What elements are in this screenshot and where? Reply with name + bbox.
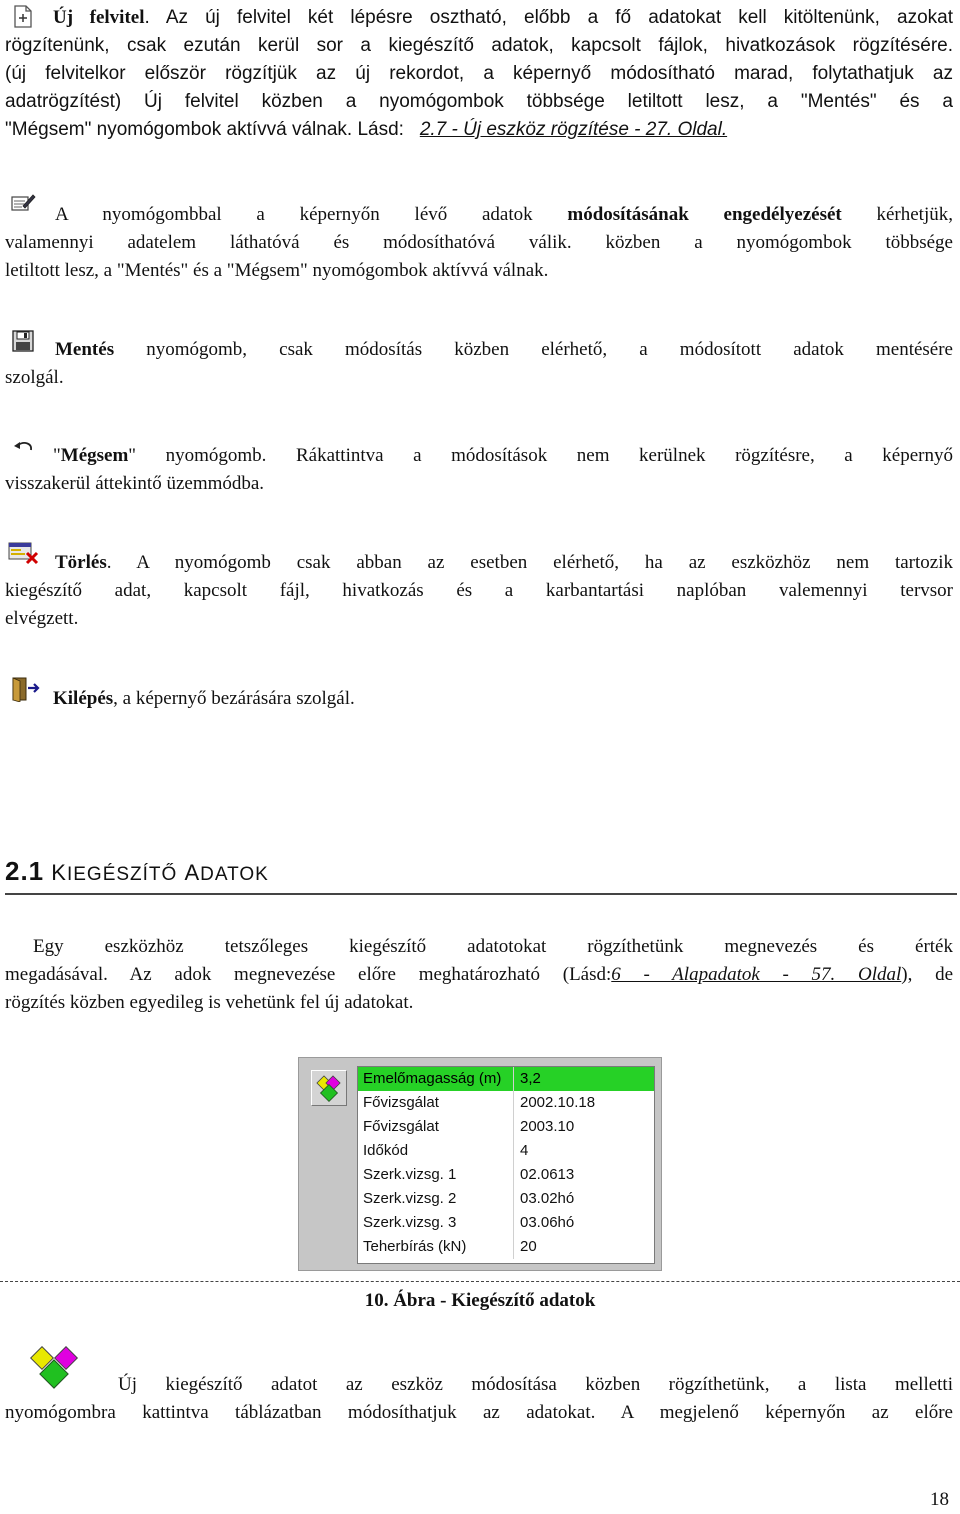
row-name: Emelőmagasság (m) — [363, 1070, 502, 1087]
page-number: 18 — [930, 1489, 949, 1510]
new-record-icon — [12, 5, 34, 29]
supplementary-data-table — [357, 1066, 655, 1264]
row-name: Szerk.vizsg. 2 — [363, 1190, 457, 1207]
column-separator — [513, 1115, 514, 1139]
p1-line-2: rögzítenünk, csak ezután kerül sor a kiegészítő adatok, kapcsolt fájlok, hivatkozások rögzítésére. — [5, 35, 953, 56]
column-separator — [513, 1211, 514, 1235]
undo-icon — [12, 440, 36, 456]
row-name: Szerk.vizsg. 3 — [363, 1214, 457, 1231]
delete-term: Törlés — [55, 552, 107, 573]
p2-line-2: valamennyi adatelem láthatóvá és módosíthatóvá válik. közben a nyomógombok többsége — [5, 232, 953, 253]
cancel-term: Mégsem — [60, 445, 129, 466]
save-term: Mentés — [55, 339, 115, 360]
column-separator — [513, 1163, 514, 1187]
p5-line-3: elvégzett. — [5, 608, 79, 629]
section-heading: 2.1 KIEGÉSZÍTŐ ADATOK — [5, 855, 957, 895]
column-separator — [513, 1067, 514, 1091]
row-value: 03.06hó — [520, 1214, 575, 1231]
add-data-button[interactable] — [311, 1070, 347, 1106]
separator-line — [0, 1281, 960, 1282]
p2-line-3: letiltott lesz, a "Mentés" és a "Mégsem" nyomógombok aktívvá válnak. — [5, 260, 549, 281]
edit-permission-term: módosításának engedélyezését — [567, 204, 842, 225]
column-separator — [513, 1091, 514, 1115]
table-row[interactable] — [358, 1091, 654, 1115]
row-name: Időkód — [363, 1142, 409, 1159]
p7-line-3: rögzítés közben egyedileg is vehetünk fel új adatokat. — [5, 992, 414, 1013]
p1-line-3: (új felvitelkor először rögzítjük az új rekordot, a képernyő módosítható marad, folytathatjuk az — [5, 63, 953, 84]
column-separator — [513, 1139, 514, 1163]
p2-line-1a: A nyomógombbal a képernyőn lévő adatok — [55, 204, 568, 225]
p1-line-4: adatrögzítést) Új felvitel közben a nyomógombok többsége letiltott lesz, a "Mentés" és a — [5, 91, 953, 112]
see-link-basic-data[interactable]: 6 - Alapadatok - 57. Oldal — [611, 964, 902, 985]
see-link-new-device[interactable]: 2.7 - Új eszköz rögzítése - 27. Oldal. — [419, 119, 728, 140]
edit-icon — [10, 193, 36, 213]
p7-line-1: Egy eszközhöz tetszőleges kiegészítő adatotokat rögzíthetünk megnevezés és érték — [33, 936, 953, 957]
table-row[interactable] — [358, 1187, 654, 1211]
row-name: Szerk.vizsg. 1 — [363, 1166, 457, 1183]
table-row[interactable] — [358, 1163, 654, 1187]
row-value: 2002.10.18 — [520, 1094, 596, 1111]
figure-supplementary-data — [298, 1057, 662, 1271]
p8-line-1: Új kiegészítő adatot az eszköz módosítása közben rögzíthetünk, a lista melletti — [118, 1374, 953, 1395]
table-row[interactable] — [358, 1067, 654, 1091]
exit-icon — [10, 676, 40, 702]
table-row[interactable] — [358, 1211, 654, 1235]
row-value: 02.0613 — [520, 1166, 575, 1183]
p3-line-2: szolgál. — [5, 367, 64, 388]
row-name: Fővizsgálat — [363, 1118, 439, 1135]
column-separator — [513, 1235, 514, 1259]
row-value: 20 — [520, 1238, 537, 1255]
row-value: 3,2 — [520, 1070, 541, 1087]
delete-icon — [8, 540, 40, 566]
row-value: 2003.10 — [520, 1118, 575, 1135]
row-name: Teherbírás (kN) — [363, 1238, 467, 1255]
table-row[interactable] — [358, 1235, 654, 1259]
figure-caption: 10. Ábra - Kiegészítő adatok — [364, 1290, 596, 1311]
row-name: Fővizsgálat — [363, 1094, 439, 1111]
column-separator — [513, 1187, 514, 1211]
save-icon — [12, 330, 34, 352]
row-value: 4 — [520, 1142, 529, 1159]
exit-term: Kilépés — [53, 688, 114, 709]
add-data-icon — [30, 1346, 84, 1392]
p4-line-2: visszakerül áttekintő üzemmódba. — [5, 473, 265, 494]
table-row[interactable] — [358, 1115, 654, 1139]
p5-line-2: kiegészítő adat, kapcsolt fájl, hivatkozás és a karbantartási naplóban valemennyi tervsor — [5, 580, 953, 601]
p8-line-2: nyomógombra kattintva táblázatban módosíthatjuk az adatokat. A megjelenő képernyőn az előre — [5, 1402, 953, 1423]
new-record-title: Új felvitel — [53, 7, 145, 28]
table-row[interactable] — [358, 1139, 654, 1163]
p1-line-5: "Mégsem" nyomógombok aktívvá válnak. Lásd: — [5, 119, 404, 140]
row-value: 03.02hó — [520, 1190, 575, 1207]
